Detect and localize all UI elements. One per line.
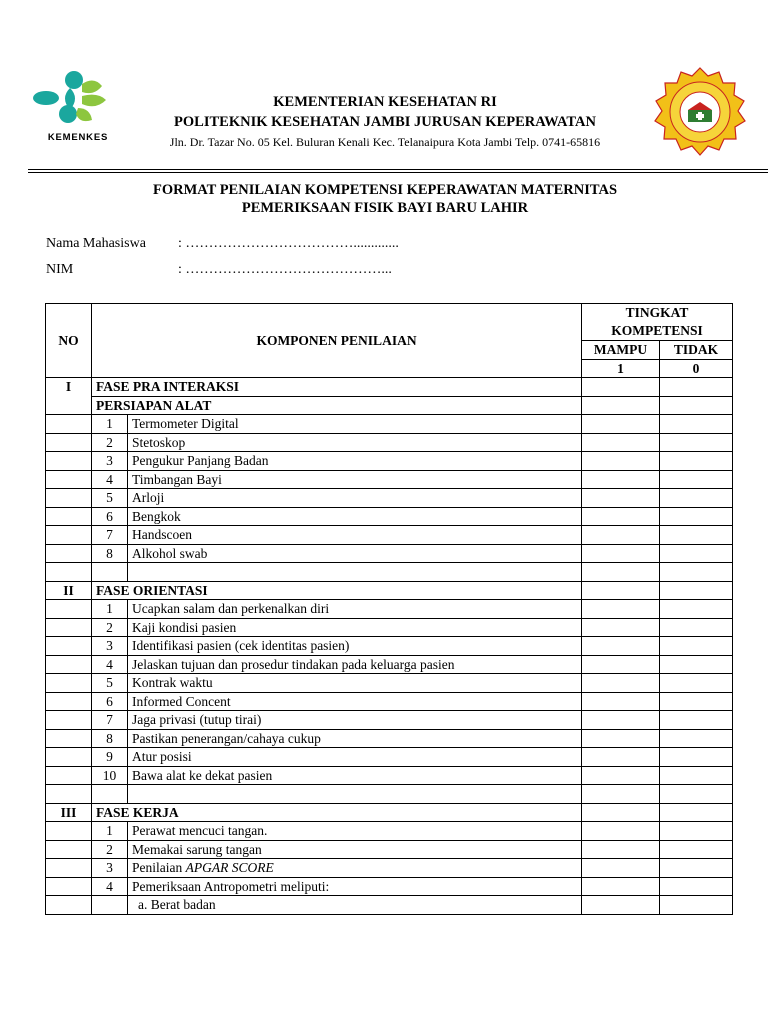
item-text: Pastikan penerangan/cahaya cukup xyxy=(128,729,582,748)
header-tidak: TIDAK xyxy=(660,341,733,360)
ministry-name: KEMENTERIAN KESEHATAN RI xyxy=(273,94,497,110)
item-text: Bawa alat ke dekat pasien xyxy=(128,766,582,785)
score-mampu-cell[interactable] xyxy=(582,618,660,637)
header-divider-2 xyxy=(28,172,768,173)
header-competency-level xyxy=(582,304,733,341)
score-mampu-cell[interactable] xyxy=(582,859,660,878)
table-row xyxy=(46,415,733,434)
score-mampu-cell[interactable] xyxy=(582,507,660,526)
score-mampu-cell[interactable] xyxy=(582,877,660,896)
item-number: 3 xyxy=(92,637,128,656)
item-number: 2 xyxy=(92,840,128,859)
table-row xyxy=(46,766,733,785)
score-tidak-cell[interactable] xyxy=(660,859,733,878)
score-mampu-cell[interactable] xyxy=(582,674,660,693)
table-row xyxy=(46,507,733,526)
item-text: Kontrak waktu xyxy=(128,674,582,693)
table-row xyxy=(46,877,733,896)
score-tidak-cell[interactable] xyxy=(660,600,733,619)
section-number: III xyxy=(46,803,92,822)
score-mampu-cell[interactable] xyxy=(582,822,660,841)
poltekkes-seal xyxy=(652,66,748,162)
score-tidak-cell[interactable] xyxy=(660,452,733,471)
score-tidak-cell[interactable] xyxy=(660,415,733,434)
score-tidak-cell[interactable] xyxy=(660,822,733,841)
poltekkes-seal-icon xyxy=(652,66,748,162)
item-text: Informed Concent xyxy=(128,692,582,711)
table-row xyxy=(46,544,733,563)
kemenkes-brand-text: KEMENKES xyxy=(47,132,109,143)
score-mampu-cell[interactable] xyxy=(582,840,660,859)
spacer-row xyxy=(46,563,733,582)
table-row xyxy=(46,840,733,859)
item-number: 9 xyxy=(92,748,128,767)
item-text-italic: APGAR SCORE xyxy=(185,860,274,876)
table-row xyxy=(46,618,733,637)
score-tidak-cell[interactable] xyxy=(660,674,733,693)
score-tidak-cell[interactable] xyxy=(660,840,733,859)
score-tidak-cell[interactable] xyxy=(660,729,733,748)
header-component: KOMPONEN PENILAIAN xyxy=(92,304,582,378)
score-tidak-cell[interactable] xyxy=(660,489,733,508)
table-row xyxy=(46,748,733,767)
section-row xyxy=(46,581,733,600)
nim-blank[interactable]: : ……………………………………... xyxy=(178,262,392,277)
spacer-row xyxy=(46,785,733,804)
table-row xyxy=(46,433,733,452)
table-row xyxy=(46,692,733,711)
score-mampu-cell[interactable] xyxy=(582,655,660,674)
item-text xyxy=(128,859,582,878)
kemenkes-logo xyxy=(28,70,124,152)
score-mampu-cell[interactable] xyxy=(582,489,660,508)
table-row xyxy=(46,600,733,619)
score-tidak-cell[interactable] xyxy=(660,803,733,822)
score-mampu-cell[interactable] xyxy=(582,470,660,489)
score-mampu-cell[interactable] xyxy=(582,803,660,822)
score-mampu-cell[interactable] xyxy=(582,729,660,748)
table-row xyxy=(46,526,733,545)
item-number xyxy=(92,896,128,915)
header-no: NO xyxy=(46,304,92,378)
score-tidak-cell[interactable] xyxy=(660,896,733,915)
score-mampu-cell[interactable] xyxy=(582,692,660,711)
score-mampu-cell[interactable] xyxy=(582,766,660,785)
subsection-title: PERSIAPAN ALAT xyxy=(92,396,582,415)
score-tidak-cell[interactable] xyxy=(660,748,733,767)
assessment-table xyxy=(45,303,733,915)
table-row xyxy=(46,822,733,841)
institution-name: POLITEKNIK KESEHATAN JAMBI JURUSAN KEPERAWATAN xyxy=(174,114,596,130)
score-tidak-cell[interactable] xyxy=(660,544,733,563)
score-tidak-cell[interactable] xyxy=(660,433,733,452)
item-text: Timbangan Bayi xyxy=(128,470,582,489)
item-number: 6 xyxy=(92,507,128,526)
table-header-row xyxy=(46,304,733,341)
header-level-line2: KOMPETENSI xyxy=(611,323,703,338)
item-text: Termometer Digital xyxy=(128,415,582,434)
header-level-line1: TINGKAT xyxy=(625,305,689,320)
section-row xyxy=(46,803,733,822)
item-number: 8 xyxy=(92,729,128,748)
score-mampu-cell[interactable] xyxy=(582,378,660,397)
table-row xyxy=(46,452,733,471)
item-text: Bengkok xyxy=(128,507,582,526)
score-tidak-cell[interactable] xyxy=(660,711,733,730)
item-number: 4 xyxy=(92,470,128,489)
score-tidak-cell[interactable] xyxy=(660,507,733,526)
header-mampu: MAMPU xyxy=(582,341,660,360)
item-number: 1 xyxy=(92,415,128,434)
table-row xyxy=(46,711,733,730)
table-row xyxy=(46,637,733,656)
item-number: 3 xyxy=(92,859,128,878)
score-mampu-cell[interactable] xyxy=(582,526,660,545)
item-number: 4 xyxy=(92,655,128,674)
score-mampu-cell[interactable] xyxy=(582,896,660,915)
header-divider xyxy=(28,169,768,170)
form-title-line1: FORMAT PENILAIAN KOMPETENSI KEPERAWATAN MATERNITAS xyxy=(152,182,618,198)
item-text: a. Berat badan xyxy=(128,896,582,915)
item-text: Memakai sarung tangan xyxy=(128,840,582,859)
item-number: 7 xyxy=(92,711,128,730)
table-row xyxy=(46,470,733,489)
score-mampu-cell[interactable] xyxy=(582,581,660,600)
item-text: Perawat mencuci tangan. xyxy=(128,822,582,841)
score-tidak-cell[interactable] xyxy=(660,692,733,711)
score-mampu-cell[interactable] xyxy=(582,748,660,767)
item-number: 1 xyxy=(92,600,128,619)
section-number: I xyxy=(46,378,92,415)
section-row xyxy=(46,378,733,397)
item-number: 6 xyxy=(92,692,128,711)
score-tidak-cell[interactable] xyxy=(660,877,733,896)
nim-label: NIM xyxy=(46,262,74,277)
score-tidak-cell[interactable] xyxy=(660,655,733,674)
item-number: 5 xyxy=(92,489,128,508)
score-mampu-cell[interactable] xyxy=(582,637,660,656)
table-row xyxy=(46,489,733,508)
form-title-line2: PEMERIKSAAN FISIK BAYI BARU LAHIR xyxy=(241,200,529,216)
table-row xyxy=(46,655,733,674)
score-mampu-cell[interactable] xyxy=(582,600,660,619)
score-tidak-cell[interactable] xyxy=(660,526,733,545)
score-mampu-cell[interactable] xyxy=(582,433,660,452)
kemenkes-emblem-icon xyxy=(32,70,118,130)
score-mampu-cell[interactable] xyxy=(582,544,660,563)
item-text: Jaga privasi (tutup tirai) xyxy=(128,711,582,730)
table-row xyxy=(46,674,733,693)
score-tidak-cell[interactable] xyxy=(660,581,733,600)
header-tidak-score: 0 xyxy=(660,359,733,378)
item-text: Ucapkan salam dan perkenalkan diri xyxy=(128,600,582,619)
item-number: 3 xyxy=(92,452,128,471)
section-title: FASE KERJA xyxy=(92,803,582,822)
item-text: Kaji kondisi pasien xyxy=(128,618,582,637)
item-text: Identifikasi pasien (cek identitas pasien) xyxy=(128,637,582,656)
score-mampu-cell[interactable] xyxy=(582,711,660,730)
section-number: II xyxy=(46,581,92,600)
institution-address: Jln. Dr. Tazar No. 05 Kel. Buluran Kenali Kec. Telanaipura Kota Jambi Telp. 0741-65816 xyxy=(169,135,601,149)
score-tidak-cell[interactable] xyxy=(660,766,733,785)
item-number: 5 xyxy=(92,674,128,693)
item-number: 2 xyxy=(92,618,128,637)
student-name-blank[interactable]: : ………………………………............. xyxy=(178,236,399,251)
score-tidak-cell[interactable] xyxy=(660,396,733,415)
score-tidak-cell[interactable] xyxy=(660,470,733,489)
item-text: Stetoskop xyxy=(128,433,582,452)
score-mampu-cell[interactable] xyxy=(582,396,660,415)
table-row xyxy=(46,729,733,748)
item-text: Atur posisi xyxy=(128,748,582,767)
header-mampu-score: 1 xyxy=(582,359,660,378)
item-text: Handscoen xyxy=(128,526,582,545)
item-number: 10 xyxy=(92,766,128,785)
item-number: 7 xyxy=(92,526,128,545)
score-tidak-cell[interactable] xyxy=(660,637,733,656)
item-text: Arloji xyxy=(128,489,582,508)
student-name-label: Nama Mahasiswa xyxy=(46,236,146,251)
item-number: 2 xyxy=(92,433,128,452)
section-title: FASE ORIENTASI xyxy=(92,581,582,600)
item-text-plain: Penilaian xyxy=(132,860,186,876)
table-row xyxy=(46,896,733,915)
institution-header xyxy=(140,92,630,152)
score-tidak-cell[interactable] xyxy=(660,378,733,397)
table-row xyxy=(46,859,733,878)
score-mampu-cell[interactable] xyxy=(582,415,660,434)
score-mampu-cell[interactable] xyxy=(582,452,660,471)
item-text: Alkohol swab xyxy=(128,544,582,563)
section-title: FASE PRA INTERAKSI xyxy=(92,378,582,397)
item-number: 1 xyxy=(92,822,128,841)
score-tidak-cell[interactable] xyxy=(660,618,733,637)
item-number: 4 xyxy=(92,877,128,896)
subsection-row xyxy=(46,396,733,415)
item-number: 8 xyxy=(92,544,128,563)
item-text: Jelaskan tujuan dan prosedur tindakan pada keluarga pasien xyxy=(128,655,582,674)
item-text: Pengukur Panjang Badan xyxy=(128,452,582,471)
item-text: Pemeriksaan Antropometri meliputi: xyxy=(128,877,582,896)
